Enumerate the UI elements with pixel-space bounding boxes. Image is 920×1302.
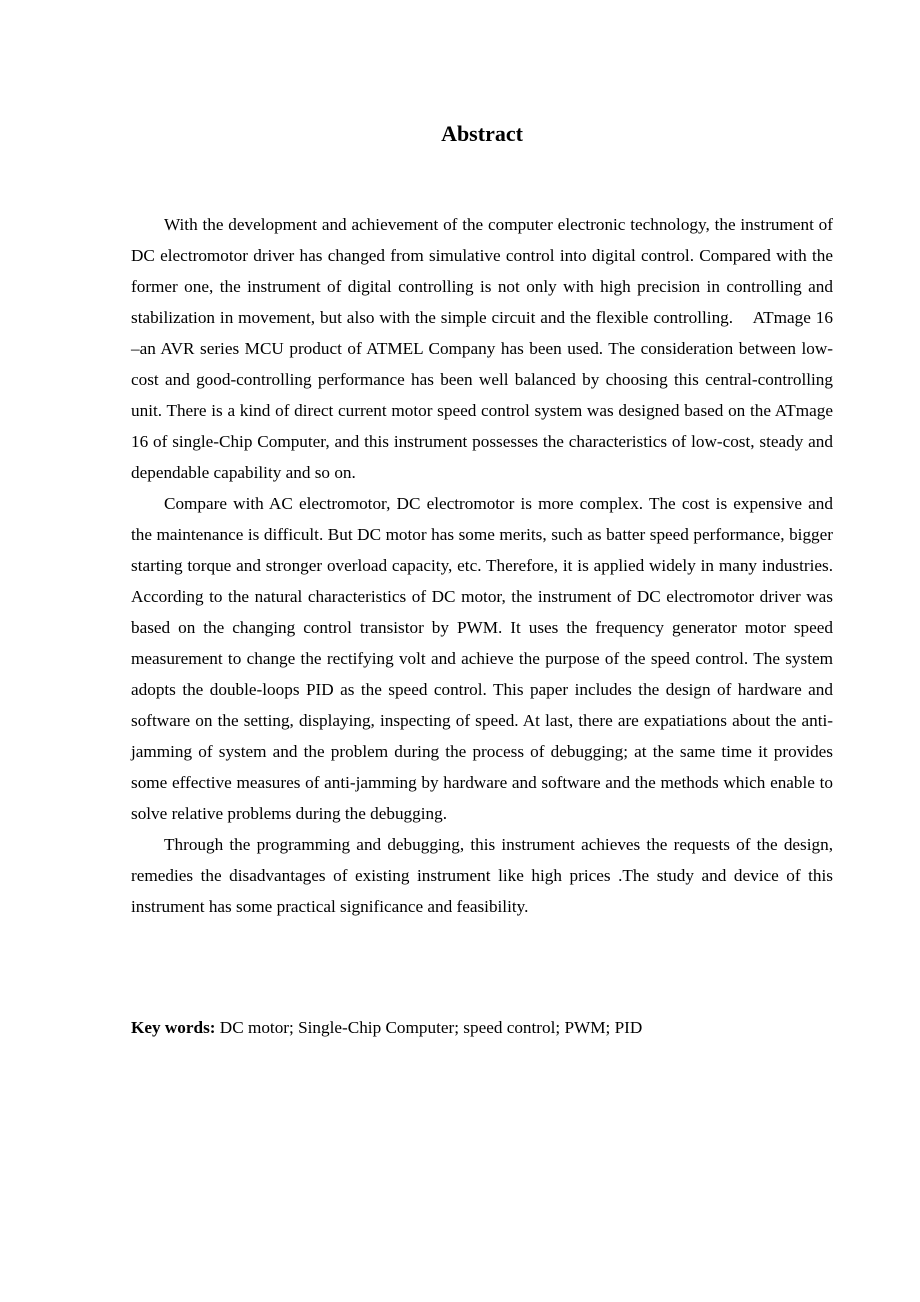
keywords-value: DC motor; Single-Chip Computer; speed control; PWM; PID bbox=[215, 1018, 643, 1037]
paragraph-2: Compare with AC electromotor, DC electromotor is more complex. The cost is expensive and the maintenance is difficult. But DC motor has some merits, such as batter speed performance, bigger starting torque and stronger overload capacity, etc. Therefore, it is applied widely in many industries. According to the natural characteristics of DC motor, the instrument of DC electromotor driver was based on the changing control transistor by PWM. It uses the frequency generator motor speed measurement to change the rectifying volt and achieve the purpose of the speed control. The system adopts the double-loops PID as the speed control. This paper includes the design of hardware and software on the setting, displaying, inspecting of speed. At last, there are expatiations about the anti-jamming of system and the problem during the process of debugging; at the same time it provides some effective measures of anti-jamming by hardware and software and the methods which enable to solve relative problems during the debugging. bbox=[131, 494, 833, 823]
keywords-line bbox=[131, 1012, 833, 1043]
keywords-label: Key words: bbox=[131, 1018, 216, 1037]
paragraph-1: With the development and achievement of the computer electronic technology, the instrument of DC electromotor driver has changed from simulative control into digital control. Compared with the former one, the instrument of digital controlling is not only with high precision in controlling and stabilization in movement, but also with the simple circuit and the flexible controlling. ATmage 16 –an AVR series MCU product of ATMEL Company has been used. The consideration between low-cost and good-controlling performance has been well balanced by choosing this central-controlling unit. There is a kind of direct current motor speed control system was designed based on the ATmage 16 of single-Chip Computer, and this instrument possesses the characteristics of low-cost, steady and dependable capability and so on. bbox=[131, 215, 833, 482]
paragraph-3: Through the programming and debugging, this instrument achieves the requests of the design, remedies the disadvantages of existing instrument like high prices .The study and device of this instrument has some practical significance and feasibility. bbox=[131, 835, 833, 916]
abstract-body bbox=[131, 209, 833, 922]
page-title: Abstract bbox=[441, 121, 523, 146]
